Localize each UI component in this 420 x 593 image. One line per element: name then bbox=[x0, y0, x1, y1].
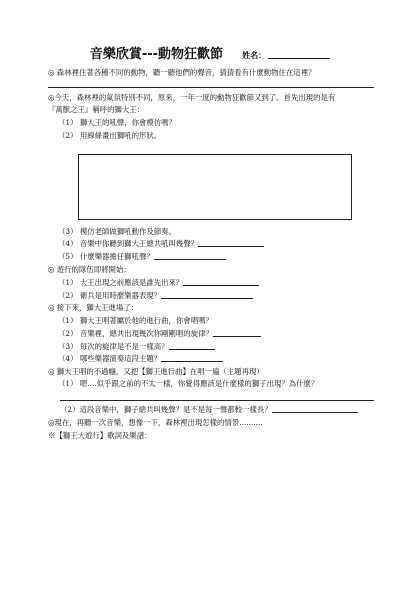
question-line: （1） 獅大王唱著屬於他的進行曲，你會唱嗎？ bbox=[58, 316, 213, 325]
answer-blank bbox=[272, 412, 358, 413]
question-line: （3） 每次的旋律是不是一樣高？ bbox=[58, 341, 215, 352]
answer-blank bbox=[183, 285, 259, 286]
question-line: （4） 音樂中你聽到獅大王總共吼叫幾聲？ bbox=[58, 238, 264, 249]
answer-blank bbox=[154, 259, 226, 260]
question-line: （1） 獅大王的吼聲，你會模仿嗎？ bbox=[58, 118, 176, 127]
page-title: 音樂欣賞---動物狂歡節 bbox=[89, 47, 224, 62]
answer-blank bbox=[161, 298, 253, 299]
question-line: （2）這段音樂中，獅子總共叫幾聲？是不是每一聲都較一樣長？ bbox=[60, 404, 358, 415]
section-heading: ◎ 接下來，獅大王進場了： bbox=[48, 303, 139, 312]
title-row bbox=[0, 43, 420, 62]
question-line: （2） 音樂裡，總共出現幾次你剛剛唱的旋律？ bbox=[58, 328, 261, 339]
text-line: 『萬獸之王』稱呼的獅大王： bbox=[48, 105, 145, 114]
text-line: ※【獅王大遊行】歌詞及樂譜： bbox=[48, 431, 152, 440]
answer-blank bbox=[213, 336, 261, 337]
section-heading: ◎ 遊行的隊伍即將開始： bbox=[48, 265, 131, 274]
question-line: （4） 哪些樂器演奏這段主題？ bbox=[58, 353, 223, 364]
question-line: （1） 大王出現之前應該是誰先出來？ bbox=[58, 277, 259, 288]
question-line: （3） 模仿老師做獅吼動作及節奏。 bbox=[58, 227, 176, 236]
answer-blank bbox=[198, 246, 264, 247]
section-heading: ◎ 獅大王唱的不過癮，又把【獅王進行曲】在唱一遍（主題再現） bbox=[48, 367, 264, 376]
question-line: （2） 衛兵是用時麼樂器表現？ bbox=[58, 290, 253, 301]
question-line: （1） 嗯....似乎跟之前的不太一樣，你覺得應該是什麼樣的獅子出現？為什麼？ bbox=[58, 379, 319, 388]
text-line: ◎現在，再聽一次音樂，想像一下，森林裡出現怎樣的情景.......... bbox=[48, 418, 263, 427]
answer-blank bbox=[161, 361, 223, 362]
name-blank bbox=[268, 58, 330, 59]
drawing-box bbox=[78, 154, 352, 220]
name-label: 姓名： bbox=[242, 51, 267, 60]
answer-blank bbox=[169, 349, 215, 350]
text-line: ◎今天，森林裡的氣氛特別不同，原來，一年一度的動物狂歡節又到了。首先出現的是有 bbox=[48, 93, 336, 102]
question-line: （5） 什麼樂器擔任獅吼聲？ bbox=[58, 251, 226, 262]
answer-rule bbox=[60, 400, 374, 401]
section-divider bbox=[48, 87, 374, 88]
intro-text: ◎ 森林裡住著各種不同的動物，聽一聽他們的聲音，猜猜看有什麼動物住在這裡？ bbox=[48, 68, 316, 77]
question-line: （2） 用線條畫出獅吼的形狀。 bbox=[58, 131, 162, 140]
